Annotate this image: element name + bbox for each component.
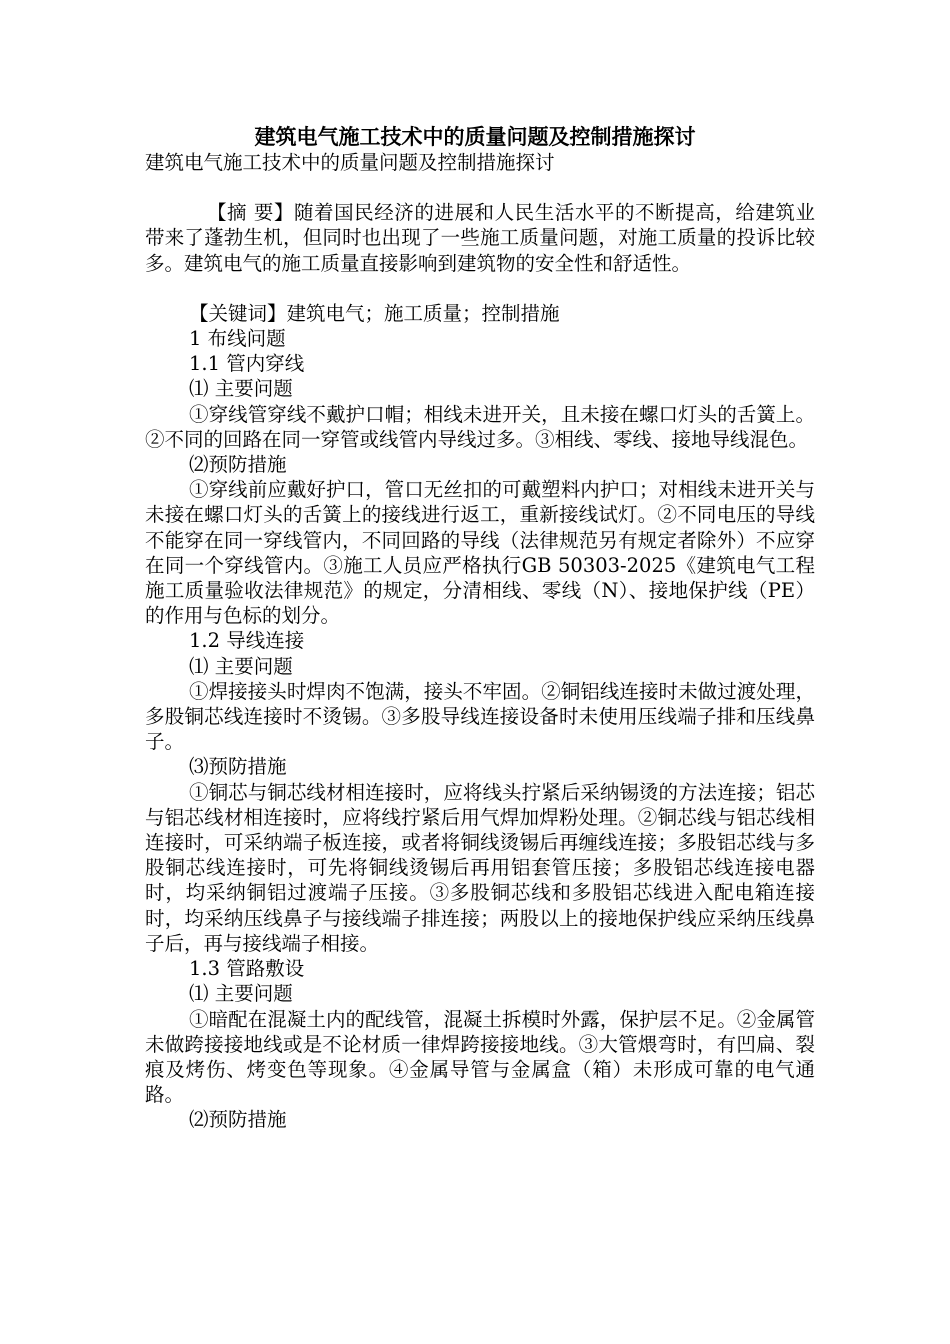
section-1-2-heading: 1.2 导线连接 (189, 629, 305, 653)
problems-paragraph: ①暗配在混凝土内的配线管，混凝土拆模时外露，保护层不足。②金属管未做跨接接地线或是不论材质一律焊跨接接地线。③大管煨弯时，有凹扁、裂痕及烤伤、烤变色等现象。④金属导管与金属盒（箱）未形成可靠的电气通路。 (145, 1007, 815, 1107)
problems-heading: ⑴ 主要问题 (189, 377, 293, 401)
subtitle: 建筑电气施工技术中的质量问题及控制措施探讨 (145, 151, 555, 174)
abstract-paragraph: 【摘 要】随着国民经济的进展和人民生活水平的不断提高，给建筑业带来了蓬勃生机，但同时也出现了一些施工质量问题，对施工质量的投诉比较多。建筑电气的施工质量直接影响到建筑物的安全性和舒适性。 (145, 201, 815, 275)
keywords-paragraph: 【关键词】建筑电气；施工质量；控制措施 (189, 301, 560, 325)
measures-paragraph: ①铜芯与铜芯线材相连接时，应将线头拧紧后采纳锡烫的方法连接；铝芯与铝芯线材相连接时，应将线拧紧后用气焊加焊粉处理。②铜芯线与铝芯线相连接时，可采纳端子板连接，或者将铜线烫锡后再缠线连接；多股铝芯线与多股铜芯线连接时，可先将铜线烫锡后再用铝套管压接；多股铝芯线连接电器时，均采纳铜铝过渡端子压接。③多股铜芯线和多股铝芯线进入配电箱连接时，均采纳压线鼻子与接线端子排连接；两股以上的接地保护线应采纳压线鼻子后，再与接线端子相接。 (145, 780, 815, 955)
problems-paragraph: ①穿线管穿线不戴护口帽；相线未进开关，且未接在螺口灯头的舌簧上。②不同的回路在同一穿管或线管内导线过多。③相线、零线、接地导线混色。 (145, 402, 815, 451)
document-body (145, 150, 815, 1133)
measures-heading: ⑵预防措施 (189, 1108, 287, 1132)
problems-heading: ⑴ 主要问题 (189, 654, 293, 678)
document-title: 建筑电气施工技术中的质量问题及控制措施探讨 (254, 125, 696, 149)
section-1-heading: 1 布线问题 (189, 327, 286, 351)
measures-paragraph: ①穿线前应戴好护口，管口无丝扣的可戴塑料内护口；对相线未进开关与未接在螺口灯头的舌簧上的接线进行返工，重新接线试灯。②不同电压的导线不能穿在同一穿线管内，不同回路的导线（法律规范另有规定者除外）不应穿在同一个穿线管内。③施工人员应严格执行GB 50303-2025《建筑电气工程施工质量验收法律规范》的规定，分清相线、零线（N）、接地保护线（PE）的作用与色标的划分。 (145, 478, 815, 628)
measures-heading: ⑶预防措施 (189, 755, 287, 779)
spacer (145, 276, 815, 301)
measures-heading: ⑵预防措施 (189, 453, 287, 477)
problems-heading: ⑴ 主要问题 (189, 982, 293, 1006)
section-1-3-heading: 1.3 管路敷设 (189, 957, 305, 981)
section-1-1-heading: 1.1 管内穿线 (189, 352, 305, 376)
problems-paragraph: ①焊接接头时焊肉不饱满，接头不牢固。②铜铝线连接时未做过渡处理，多股铜芯线连接时不烫锡。③多股导线连接设备时未使用压线端子排和压线鼻子。 (145, 679, 815, 754)
spacer (145, 175, 815, 200)
